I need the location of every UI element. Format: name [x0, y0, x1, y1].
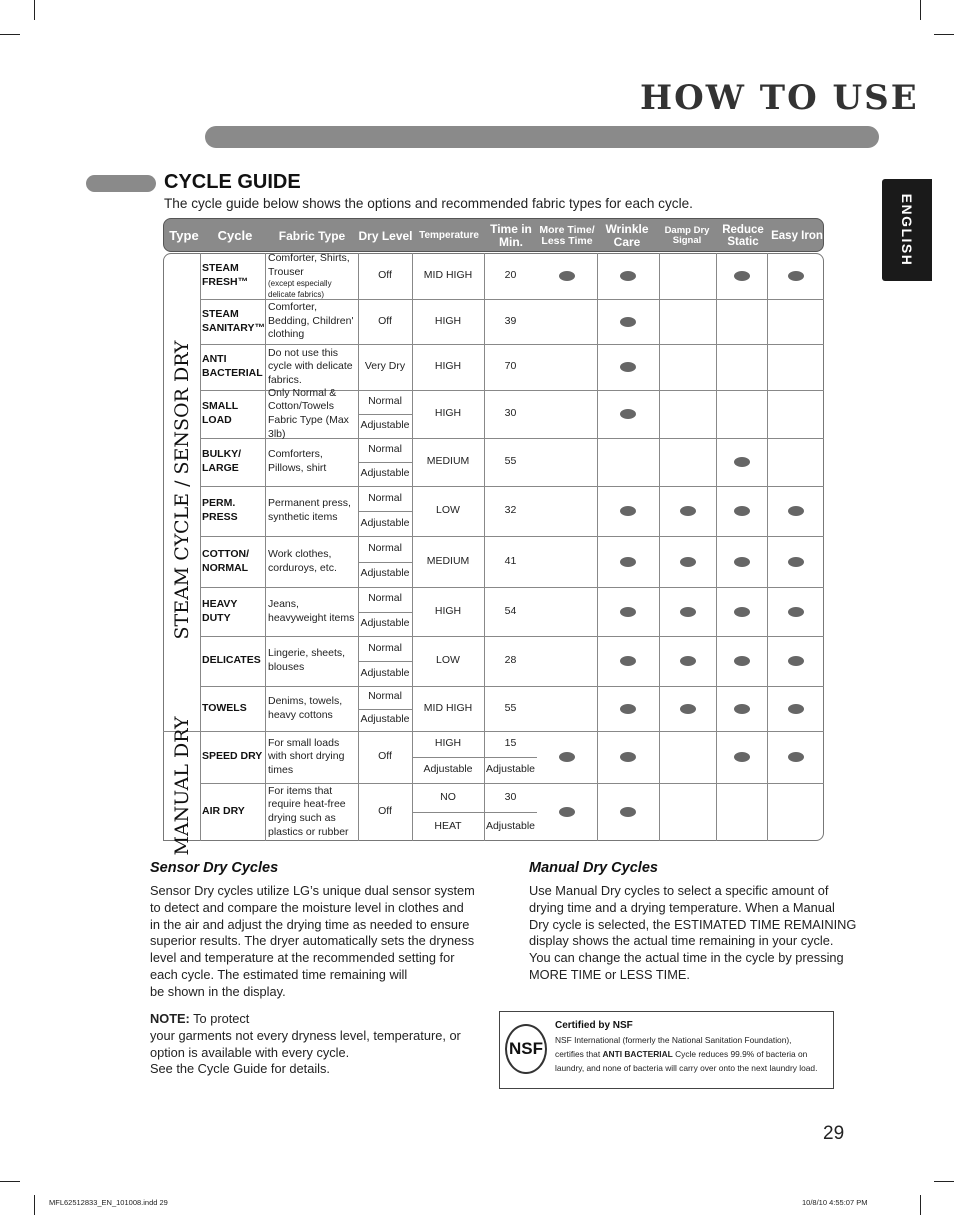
- cycle-name: SPEED DRY: [202, 750, 263, 763]
- grid-vline: [767, 253, 768, 841]
- cell-divider: [358, 562, 412, 563]
- fabric-text: Do not use this cycle with delicate fabrics.: [268, 346, 353, 386]
- header-dry-level: Dry Level: [358, 228, 413, 243]
- note-line: See the Cycle Guide for details.: [150, 1061, 330, 1077]
- cell-divider: [358, 661, 412, 662]
- dry-level: Off: [378, 805, 392, 818]
- header-fabric: Fabric Type: [278, 228, 346, 243]
- time-minutes: 20: [504, 269, 517, 282]
- option-available-dot: [620, 317, 636, 327]
- dry-level: Off: [378, 750, 392, 763]
- crop-mark: [934, 34, 954, 35]
- fabric-type: [268, 636, 360, 686]
- paragraph-line: in the air and adjust the drying time as needed to ensure: [150, 916, 470, 932]
- fabric-text: Permanent press, synthetic items: [268, 497, 351, 523]
- time-minutes: 30: [504, 407, 517, 420]
- cell-divider: [484, 812, 537, 813]
- grid-vline: [200, 253, 201, 841]
- option-available-dot: [620, 409, 636, 419]
- nsf-title: Certified by NSF: [555, 1020, 633, 1031]
- dry-level: Adjustable: [360, 516, 410, 529]
- note-line: option is available with every cycle.: [150, 1044, 350, 1060]
- option-available-dot: [788, 704, 804, 714]
- temperature: LOW: [436, 504, 460, 517]
- nsf-logo: NSF: [505, 1024, 547, 1074]
- paragraph-line: You can change the actual time in the cycle by pressing: [529, 950, 844, 966]
- crop-mark: [34, 0, 35, 20]
- option-available-dot: [620, 506, 636, 516]
- temperature: LOW: [436, 654, 460, 667]
- note-label: NOTE:: [150, 1011, 190, 1026]
- section-pill: [86, 175, 156, 192]
- cycle-name: COTTON/ NORMAL: [202, 547, 250, 574]
- paragraph-line: be shown in the display.: [150, 983, 286, 999]
- cell-divider: [412, 812, 484, 813]
- temperature: NO: [440, 790, 456, 803]
- temperature: HEAT: [434, 819, 462, 832]
- dry-level: Adjustable: [360, 419, 410, 432]
- sensor-dry-text: [150, 883, 475, 1001]
- nsf-text: [555, 1033, 831, 1075]
- fabric-type: [268, 587, 360, 636]
- crop-mark: [0, 34, 20, 35]
- option-available-dot: [620, 271, 636, 281]
- fabric-text: Work clothes, corduroys, etc.: [268, 547, 337, 574]
- header-damp-dry-signal: Damp Dry Signal: [664, 225, 710, 246]
- page-title: HOW TO USE: [640, 78, 919, 118]
- option-available-dot: [680, 704, 696, 714]
- option-available-dot: [788, 557, 804, 567]
- section-title: CYCLE GUIDE: [164, 171, 301, 193]
- option-available-dot: [734, 557, 750, 567]
- footer-file-info: MFL62512833_EN_101008.indd 29: [49, 1198, 168, 1207]
- table-header: [163, 218, 824, 252]
- dry-level: Very Dry: [364, 360, 406, 373]
- fabric-text: For items that require heat-free drying such as plastics or rubber: [268, 784, 349, 838]
- time-minutes: 39: [504, 314, 517, 327]
- option-available-dot: [680, 656, 696, 666]
- note-first: To protect: [189, 1011, 250, 1026]
- option-available-dot: [734, 656, 750, 666]
- sensor-dry-title: Sensor Dry Cycles: [150, 860, 279, 876]
- option-available-dot: [680, 557, 696, 567]
- paragraph-line: Sensor Dry cycles utilize LG’s unique dual sensor system: [150, 883, 475, 898]
- header-easy-iron: Easy Iron: [771, 229, 823, 242]
- dry-level: Off: [378, 314, 392, 327]
- paragraph-line: drying time and a drying temperature. When a Manual: [529, 899, 835, 915]
- time-minutes: 55: [504, 455, 517, 468]
- fabric-type: [268, 686, 360, 731]
- cycle-name: ANTI BACTERIAL: [202, 353, 263, 379]
- time-minutes: 41: [504, 554, 517, 567]
- temperature: MID HIGH: [423, 701, 473, 714]
- fabric-type: [268, 731, 360, 783]
- option-available-dot: [620, 752, 636, 762]
- fabric-type: [268, 344, 360, 390]
- crop-mark: [0, 1181, 20, 1182]
- fabric-type: [268, 486, 360, 536]
- dry-level: Normal: [368, 491, 402, 504]
- header-cycle: Cycle: [217, 228, 253, 244]
- option-available-dot: [620, 607, 636, 617]
- cell-divider: [358, 414, 412, 415]
- time-minutes: 28: [504, 654, 517, 667]
- option-available-dot: [788, 506, 804, 516]
- crop-mark: [934, 1181, 954, 1182]
- fabric-text: Only Normal & Cotton/Towels Fabric Type (Max 3lb): [268, 386, 349, 440]
- fabric-type: [268, 299, 360, 344]
- paragraph-line: to detect and compare the moisture level in clothes and: [150, 899, 464, 915]
- dry-level: Off: [378, 269, 392, 282]
- cycle-name: HEAVY DUTY: [202, 597, 238, 624]
- cell-divider: [412, 757, 484, 758]
- cycle-name: BULKY/ LARGE: [202, 448, 242, 474]
- temperature: MEDIUM: [426, 455, 470, 468]
- dry-level: Adjustable: [360, 666, 410, 679]
- header-time: Time in Min.: [490, 222, 532, 249]
- cycle-name: STEAM FRESH™: [202, 262, 249, 288]
- manual-dry-text: [529, 883, 856, 984]
- paragraph-line: display shows the actual time remaining in your cycle.: [529, 933, 834, 949]
- option-available-dot: [620, 362, 636, 372]
- option-available-dot: [734, 457, 750, 467]
- fabric-type: [268, 783, 360, 841]
- option-available-dot: [788, 271, 804, 281]
- header-wrinkle-care: Wrinkle Care: [605, 222, 649, 249]
- temperature: HIGH: [434, 737, 462, 750]
- cell-divider: [484, 757, 537, 758]
- dry-level: Normal: [368, 641, 402, 654]
- fabric-type: [268, 536, 360, 587]
- temperature: HIGH: [434, 604, 462, 617]
- time-minutes: 70: [504, 360, 517, 373]
- cell-divider: [358, 612, 412, 613]
- cycle-name: DELICATES: [202, 654, 261, 667]
- option-available-dot: [734, 704, 750, 714]
- section-intro: The cycle guide below shows the options and recommended fabric types for each cycle.: [164, 196, 693, 211]
- fabric-type: [268, 386, 360, 440]
- option-available-dot: [620, 704, 636, 714]
- cycle-name: AIR DRY: [202, 805, 245, 818]
- header-temperature: Temperature: [419, 229, 479, 241]
- temperature: Adjustable: [423, 763, 473, 776]
- time-minutes: 54: [504, 604, 517, 617]
- cycle-name: SMALL LOAD: [202, 400, 238, 426]
- time-minutes: 15: [504, 737, 517, 750]
- fabric-text: Jeans, heavyweight items: [268, 597, 355, 624]
- option-available-dot: [620, 807, 636, 817]
- dry-level: Adjustable: [360, 712, 410, 725]
- note-line: your garments not every dryness level, temperature, or: [150, 1027, 461, 1043]
- dry-level: Normal: [368, 592, 402, 605]
- option-available-dot: [620, 656, 636, 666]
- time-minutes: 30: [504, 790, 517, 803]
- page-number: 29: [823, 1123, 845, 1144]
- option-available-dot: [788, 656, 804, 666]
- fabric-type: [268, 438, 360, 486]
- type-label-sensor: STEAM CYCLE / SENSOR DRY: [171, 340, 193, 640]
- fabric-text: Comforter, Shirts, Trouser: [268, 251, 350, 278]
- fabric-type: [268, 253, 360, 299]
- option-available-dot: [734, 607, 750, 617]
- cycle-name: TOWELS: [202, 701, 247, 714]
- dry-level: Normal: [368, 541, 402, 554]
- grid-vline: [716, 253, 717, 841]
- grid-vline: [597, 253, 598, 841]
- option-available-dot: [680, 607, 696, 617]
- crop-mark: [34, 1195, 35, 1215]
- fabric-text: Comforter, Bedding, Children' clothing: [268, 301, 354, 341]
- header-more-less-time: More Time/ Less Time: [539, 223, 595, 247]
- option-available-dot: [559, 752, 575, 762]
- nsf-line-part: Cycle reduces 99.9% of bacteria on: [672, 1049, 808, 1059]
- paragraph-line: MORE TIME or LESS TIME.: [529, 966, 690, 982]
- nsf-line: NSF International (formerly the National Sanitation Foundation),: [555, 1035, 792, 1045]
- dry-level: Adjustable: [360, 467, 410, 480]
- time-minutes: 55: [504, 701, 517, 714]
- cell-divider: [358, 462, 412, 463]
- option-available-dot: [620, 557, 636, 567]
- option-available-dot: [680, 506, 696, 516]
- paragraph-line: superior results. The dryer automatically sets the dryness: [150, 933, 475, 949]
- temperature: HIGH: [434, 360, 462, 373]
- manual-dry-title: Manual Dry Cycles: [529, 860, 658, 876]
- nsf-line-bold: ANTI BACTERIAL: [602, 1049, 673, 1059]
- header-bar: [205, 126, 879, 148]
- option-available-dot: [788, 752, 804, 762]
- cycle-name: PERM. PRESS: [202, 497, 238, 523]
- option-available-dot: [734, 752, 750, 762]
- crop-mark: [920, 1195, 921, 1215]
- nsf-line-part: certifies that: [555, 1049, 603, 1059]
- paragraph-line: Dry cycle is selected, the ESTIMATED TIME REMAINING: [529, 916, 857, 932]
- language-tab-label: ENGLISH: [899, 193, 915, 267]
- paragraph-line: Use Manual Dry cycles to select a specific amount of: [529, 883, 829, 898]
- grid-vline: [659, 253, 660, 841]
- temperature: HIGH: [434, 314, 462, 327]
- header-reduce-static: Reduce Static: [722, 223, 764, 248]
- cell-divider: [358, 511, 412, 512]
- cycle-name: STEAM SANITARY™: [202, 307, 265, 334]
- sensor-note: [150, 1011, 461, 1078]
- header-type: Type: [169, 228, 199, 244]
- temperature: MID HIGH: [423, 269, 473, 282]
- fabric-text: Comforters, Pillows, shirt: [268, 448, 327, 474]
- option-available-dot: [559, 271, 575, 281]
- temperature: HIGH: [434, 407, 462, 420]
- fabric-text: Denims, towels, heavy cottons: [268, 694, 343, 721]
- fabric-text: For small loads with short drying times: [268, 736, 345, 776]
- option-available-dot: [788, 607, 804, 617]
- dry-level: Normal: [368, 395, 402, 408]
- time-minutes: Adjustable: [485, 763, 536, 776]
- option-available-dot: [559, 807, 575, 817]
- time-minutes: Adjustable: [485, 819, 536, 832]
- temperature: MEDIUM: [426, 554, 470, 567]
- dry-level: Normal: [368, 443, 402, 456]
- dry-level: Adjustable: [360, 616, 410, 629]
- option-available-dot: [734, 506, 750, 516]
- fabric-note: (except especially delicate fabrics): [268, 279, 332, 299]
- fabric-text: Lingerie, sheets, blouses: [268, 647, 346, 673]
- cell-divider: [358, 709, 412, 710]
- paragraph-line: each cycle. The estimated time remaining will: [150, 966, 408, 982]
- time-minutes: 32: [504, 504, 517, 517]
- nsf-line: [555, 1047, 831, 1061]
- paragraph-line: level and temperature at the recommended setting for: [150, 950, 455, 966]
- language-tab: [882, 179, 932, 281]
- dry-level: Normal: [368, 690, 402, 703]
- nsf-line: laundry, and none of bacteria will carry over onto the next laundry load.: [555, 1063, 818, 1073]
- footer-timestamp: 10/8/10 4:55:07 PM: [802, 1198, 868, 1207]
- type-label-manual: MANUAL DRY: [171, 716, 193, 856]
- dry-level: Adjustable: [360, 567, 410, 580]
- crop-mark: [920, 0, 921, 20]
- option-available-dot: [734, 271, 750, 281]
